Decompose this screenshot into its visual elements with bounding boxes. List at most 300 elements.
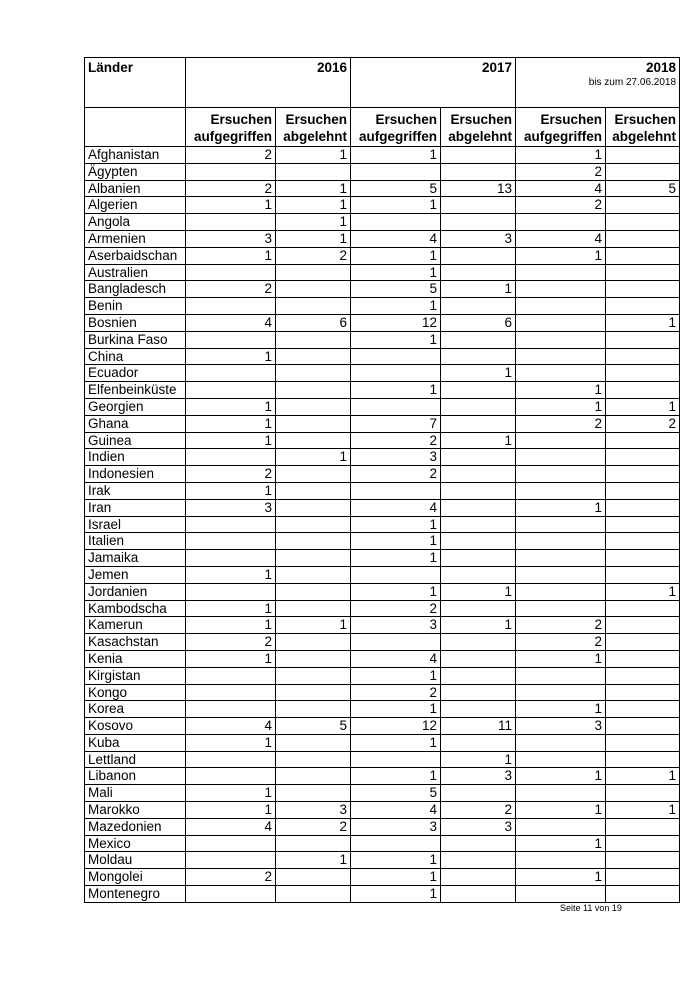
country-cell: Guinea	[85, 432, 186, 449]
value-cell	[606, 147, 680, 164]
table-row	[85, 180, 680, 197]
value-cell	[606, 852, 680, 869]
value-cell: 1	[351, 331, 441, 348]
value-cell	[606, 466, 680, 483]
year-label: 2018	[645, 60, 677, 75]
value-cell: 1	[516, 701, 606, 718]
value-cell: 2	[606, 415, 680, 432]
value-cell	[441, 214, 516, 231]
table-row	[85, 147, 680, 164]
value-cell	[276, 298, 351, 315]
value-cell	[516, 886, 606, 903]
value-cell: 1	[186, 398, 276, 415]
value-cell	[441, 734, 516, 751]
value-cell: 1	[186, 802, 276, 819]
value-cell	[276, 163, 351, 180]
value-cell	[276, 566, 351, 583]
value-cell	[186, 550, 276, 567]
country-cell: Armenien	[85, 230, 186, 247]
value-cell: 2	[351, 432, 441, 449]
value-cell	[441, 331, 516, 348]
country-cell: Mexico	[85, 835, 186, 852]
value-cell	[606, 230, 680, 247]
value-cell	[186, 533, 276, 550]
value-cell	[351, 398, 441, 415]
value-cell	[606, 482, 680, 499]
country-cell: Ägypten	[85, 163, 186, 180]
value-cell	[606, 516, 680, 533]
table-row	[85, 701, 680, 718]
value-cell: 2	[516, 415, 606, 432]
country-cell: Afghanistan	[85, 147, 186, 164]
value-cell	[441, 835, 516, 852]
value-cell	[441, 785, 516, 802]
value-cell	[441, 449, 516, 466]
value-cell	[276, 432, 351, 449]
table-row	[85, 734, 680, 751]
value-cell	[516, 281, 606, 298]
value-cell: 1	[276, 449, 351, 466]
value-cell: 1	[186, 734, 276, 751]
value-cell	[516, 533, 606, 550]
value-cell	[276, 886, 351, 903]
value-cell: 1	[441, 583, 516, 600]
value-cell	[606, 281, 680, 298]
value-cell: 1	[351, 298, 441, 315]
country-cell: Irak	[85, 482, 186, 499]
country-cell: Kamerun	[85, 617, 186, 634]
country-cell: Mali	[85, 785, 186, 802]
value-cell: 1	[351, 734, 441, 751]
table-row	[85, 667, 680, 684]
value-cell: 2	[186, 466, 276, 483]
value-cell: 3	[441, 818, 516, 835]
table-row	[85, 751, 680, 768]
value-cell	[351, 751, 441, 768]
value-cell	[606, 533, 680, 550]
value-cell	[606, 348, 680, 365]
value-cell	[516, 667, 606, 684]
value-cell: 3	[351, 617, 441, 634]
value-cell: 2	[351, 466, 441, 483]
value-cell	[516, 600, 606, 617]
value-cell: 11	[441, 718, 516, 735]
value-cell: 1	[186, 197, 276, 214]
subheader-abgelehnt-2016: Ersuchen abgelehnt	[276, 108, 351, 147]
value-cell: 1	[441, 617, 516, 634]
value-cell: 4	[516, 180, 606, 197]
country-cell: Bosnien	[85, 314, 186, 331]
value-cell	[186, 886, 276, 903]
table-row	[85, 550, 680, 567]
country-cell: Lettland	[85, 751, 186, 768]
table-row	[85, 482, 680, 499]
table-row	[85, 432, 680, 449]
countries-header: Länder	[85, 58, 186, 108]
table-row	[85, 214, 680, 231]
value-cell	[186, 583, 276, 600]
value-cell: 1	[606, 583, 680, 600]
table-row	[85, 382, 680, 399]
value-cell	[276, 516, 351, 533]
table-row	[85, 583, 680, 600]
value-cell: 1	[186, 650, 276, 667]
value-cell: 1	[351, 550, 441, 567]
value-cell	[276, 499, 351, 516]
country-cell: Elfenbeinküste	[85, 382, 186, 399]
value-cell: 1	[186, 600, 276, 617]
year-header-2016	[186, 58, 351, 108]
value-cell: 2	[186, 147, 276, 164]
value-cell	[276, 583, 351, 600]
value-cell: 2	[276, 247, 351, 264]
value-cell: 13	[441, 180, 516, 197]
table-row	[85, 415, 680, 432]
value-cell: 2	[516, 197, 606, 214]
value-cell	[606, 247, 680, 264]
value-cell	[186, 751, 276, 768]
value-cell	[276, 835, 351, 852]
value-cell	[516, 583, 606, 600]
value-cell	[276, 785, 351, 802]
value-cell	[441, 852, 516, 869]
value-cell	[606, 499, 680, 516]
value-cell	[276, 281, 351, 298]
page-number: Seite 11 von 19	[560, 903, 622, 913]
value-cell	[441, 348, 516, 365]
value-cell: 1	[351, 852, 441, 869]
value-cell	[606, 886, 680, 903]
value-cell: 7	[351, 415, 441, 432]
country-cell: Korea	[85, 701, 186, 718]
value-cell	[186, 516, 276, 533]
value-cell	[516, 298, 606, 315]
value-cell	[186, 163, 276, 180]
country-cell: Libanon	[85, 768, 186, 785]
value-cell: 1	[606, 398, 680, 415]
value-cell	[186, 382, 276, 399]
value-cell	[351, 365, 441, 382]
table-row	[85, 600, 680, 617]
value-cell: 1	[186, 482, 276, 499]
table-row	[85, 768, 680, 785]
value-cell: 1	[186, 432, 276, 449]
country-cell: Marokko	[85, 802, 186, 819]
value-cell	[351, 566, 441, 583]
value-cell	[276, 600, 351, 617]
subheader-aufgegriffen-2016: Ersuchen aufgegriffen	[186, 108, 276, 147]
value-cell	[276, 348, 351, 365]
value-cell	[276, 331, 351, 348]
country-cell: Kambodscha	[85, 600, 186, 617]
value-cell: 1	[516, 382, 606, 399]
value-cell: 5	[351, 785, 441, 802]
country-cell: Kirgistan	[85, 667, 186, 684]
value-cell	[516, 482, 606, 499]
year-header-row	[85, 58, 680, 108]
value-cell	[351, 634, 441, 651]
value-cell: 1	[516, 869, 606, 886]
value-cell: 1	[351, 869, 441, 886]
value-cell	[351, 835, 441, 852]
value-cell: 1	[186, 785, 276, 802]
country-cell: Algerien	[85, 197, 186, 214]
value-cell	[516, 432, 606, 449]
table-row	[85, 499, 680, 516]
value-cell	[276, 482, 351, 499]
country-cell: Kuba	[85, 734, 186, 751]
value-cell	[186, 449, 276, 466]
value-cell: 1	[606, 768, 680, 785]
value-cell: 2	[516, 634, 606, 651]
value-cell	[441, 147, 516, 164]
value-cell	[276, 550, 351, 567]
value-cell: 4	[516, 230, 606, 247]
value-cell	[351, 214, 441, 231]
value-cell	[276, 365, 351, 382]
table-row	[85, 869, 680, 886]
value-cell	[186, 701, 276, 718]
subheader-aufgegriffen-2018: Ersuchen aufgegriffen	[516, 108, 606, 147]
value-cell	[276, 751, 351, 768]
table-row	[85, 818, 680, 835]
value-cell: 1	[351, 667, 441, 684]
table-row	[85, 650, 680, 667]
value-cell: 1	[186, 247, 276, 264]
value-cell	[516, 331, 606, 348]
value-cell: 1	[441, 432, 516, 449]
year-header-2017	[351, 58, 516, 108]
value-cell: 5	[606, 180, 680, 197]
country-cell: Ghana	[85, 415, 186, 432]
country-cell: Burkina Faso	[85, 331, 186, 348]
value-cell	[606, 684, 680, 701]
value-cell	[606, 718, 680, 735]
value-cell: 3	[441, 768, 516, 785]
table-row	[85, 314, 680, 331]
table-row	[85, 230, 680, 247]
table-row	[85, 634, 680, 651]
value-cell: 1	[276, 852, 351, 869]
value-cell: 1	[276, 230, 351, 247]
value-cell: 5	[351, 180, 441, 197]
table-row	[85, 281, 680, 298]
value-cell: 3	[186, 230, 276, 247]
country-cell: China	[85, 348, 186, 365]
value-cell	[276, 466, 351, 483]
value-cell: 4	[186, 718, 276, 735]
value-cell	[276, 701, 351, 718]
value-cell	[441, 163, 516, 180]
table-row	[85, 398, 680, 415]
value-cell: 1	[516, 499, 606, 516]
value-cell	[606, 432, 680, 449]
value-cell	[441, 886, 516, 903]
value-cell: 1	[441, 365, 516, 382]
country-cell: Israel	[85, 516, 186, 533]
country-cell: Aserbaidschan	[85, 247, 186, 264]
value-cell: 1	[276, 147, 351, 164]
value-cell: 1	[516, 768, 606, 785]
value-cell: 1	[441, 281, 516, 298]
value-cell	[516, 516, 606, 533]
value-cell	[516, 365, 606, 382]
value-cell	[186, 852, 276, 869]
value-cell: 6	[441, 314, 516, 331]
value-cell	[441, 516, 516, 533]
value-cell: 1	[606, 802, 680, 819]
country-cell: Indien	[85, 449, 186, 466]
country-cell: Jordanien	[85, 583, 186, 600]
value-cell	[606, 566, 680, 583]
value-cell	[441, 415, 516, 432]
value-cell: 3	[516, 718, 606, 735]
value-cell	[606, 214, 680, 231]
year-label: 2017	[481, 60, 513, 75]
value-cell	[441, 382, 516, 399]
subheader-abgelehnt-2018: Ersuchen abgelehnt	[606, 108, 680, 147]
value-cell: 4	[186, 314, 276, 331]
table-row	[85, 163, 680, 180]
table-row	[85, 466, 680, 483]
value-cell	[441, 398, 516, 415]
value-cell	[516, 466, 606, 483]
country-cell: Kongo	[85, 684, 186, 701]
country-cell: Jemen	[85, 566, 186, 583]
value-cell: 1	[351, 264, 441, 281]
value-cell: 1	[351, 382, 441, 399]
table-row	[85, 298, 680, 315]
table-row	[85, 533, 680, 550]
table-row	[85, 365, 680, 382]
value-cell: 1	[351, 583, 441, 600]
value-cell	[606, 600, 680, 617]
table-row	[85, 718, 680, 735]
value-cell	[441, 264, 516, 281]
value-cell	[186, 331, 276, 348]
value-cell: 1	[351, 768, 441, 785]
value-cell	[441, 667, 516, 684]
value-cell	[516, 348, 606, 365]
value-cell	[186, 365, 276, 382]
table-row	[85, 516, 680, 533]
value-cell	[276, 634, 351, 651]
country-cell: Kasachstan	[85, 634, 186, 651]
value-cell: 2	[276, 818, 351, 835]
value-cell: 2	[186, 281, 276, 298]
value-cell	[516, 264, 606, 281]
table-row	[85, 835, 680, 852]
value-cell	[516, 734, 606, 751]
value-cell	[606, 818, 680, 835]
value-cell: 1	[186, 415, 276, 432]
table-row	[85, 684, 680, 701]
value-cell	[276, 768, 351, 785]
value-cell	[606, 634, 680, 651]
value-cell	[606, 785, 680, 802]
country-cell: Montenegro	[85, 886, 186, 903]
value-cell	[606, 197, 680, 214]
value-cell	[516, 214, 606, 231]
value-cell: 2	[441, 802, 516, 819]
value-cell	[606, 667, 680, 684]
value-cell	[606, 869, 680, 886]
value-cell	[441, 650, 516, 667]
country-cell: Bangladesch	[85, 281, 186, 298]
value-cell	[606, 449, 680, 466]
country-cell: Indonesien	[85, 466, 186, 483]
value-cell	[516, 818, 606, 835]
value-cell	[441, 466, 516, 483]
table-row	[85, 852, 680, 869]
country-cell: Australien	[85, 264, 186, 281]
country-cell: Mongolei	[85, 869, 186, 886]
value-cell	[606, 751, 680, 768]
year-header-2018	[516, 58, 680, 108]
value-cell: 5	[276, 718, 351, 735]
country-cell: Albanien	[85, 180, 186, 197]
table-row	[85, 449, 680, 466]
value-cell: 1	[276, 214, 351, 231]
value-cell	[441, 566, 516, 583]
value-cell	[441, 550, 516, 567]
value-cell	[441, 600, 516, 617]
country-cell: Angola	[85, 214, 186, 231]
subheader-empty	[85, 108, 186, 147]
value-cell: 3	[186, 499, 276, 516]
table-row	[85, 617, 680, 634]
value-cell	[276, 533, 351, 550]
value-cell: 6	[276, 314, 351, 331]
value-cell	[186, 264, 276, 281]
country-cell: Kenia	[85, 650, 186, 667]
value-cell: 1	[186, 566, 276, 583]
country-cell: Georgien	[85, 398, 186, 415]
value-cell: 4	[186, 818, 276, 835]
value-cell: 1	[516, 247, 606, 264]
value-cell	[606, 382, 680, 399]
value-cell: 1	[516, 650, 606, 667]
value-cell: 2	[351, 600, 441, 617]
value-cell: 1	[351, 886, 441, 903]
value-cell	[606, 650, 680, 667]
country-cell: Kosovo	[85, 718, 186, 735]
country-cell: Jamaika	[85, 550, 186, 567]
value-cell: 3	[351, 818, 441, 835]
value-cell: 1	[276, 617, 351, 634]
value-cell	[441, 482, 516, 499]
value-cell: 4	[351, 230, 441, 247]
value-cell	[276, 398, 351, 415]
value-cell: 1	[351, 701, 441, 718]
value-cell	[276, 684, 351, 701]
value-cell	[276, 415, 351, 432]
value-cell	[606, 835, 680, 852]
table-row	[85, 197, 680, 214]
value-cell	[441, 247, 516, 264]
value-cell: 1	[186, 617, 276, 634]
subheader-abgelehnt-2017: Ersuchen abgelehnt	[441, 108, 516, 147]
value-cell	[186, 667, 276, 684]
value-cell: 3	[276, 802, 351, 819]
value-cell	[516, 852, 606, 869]
value-cell: 1	[276, 197, 351, 214]
value-cell: 2	[186, 180, 276, 197]
value-cell: 1	[351, 247, 441, 264]
value-cell: 2	[516, 163, 606, 180]
value-cell	[441, 197, 516, 214]
value-cell: 1	[351, 147, 441, 164]
